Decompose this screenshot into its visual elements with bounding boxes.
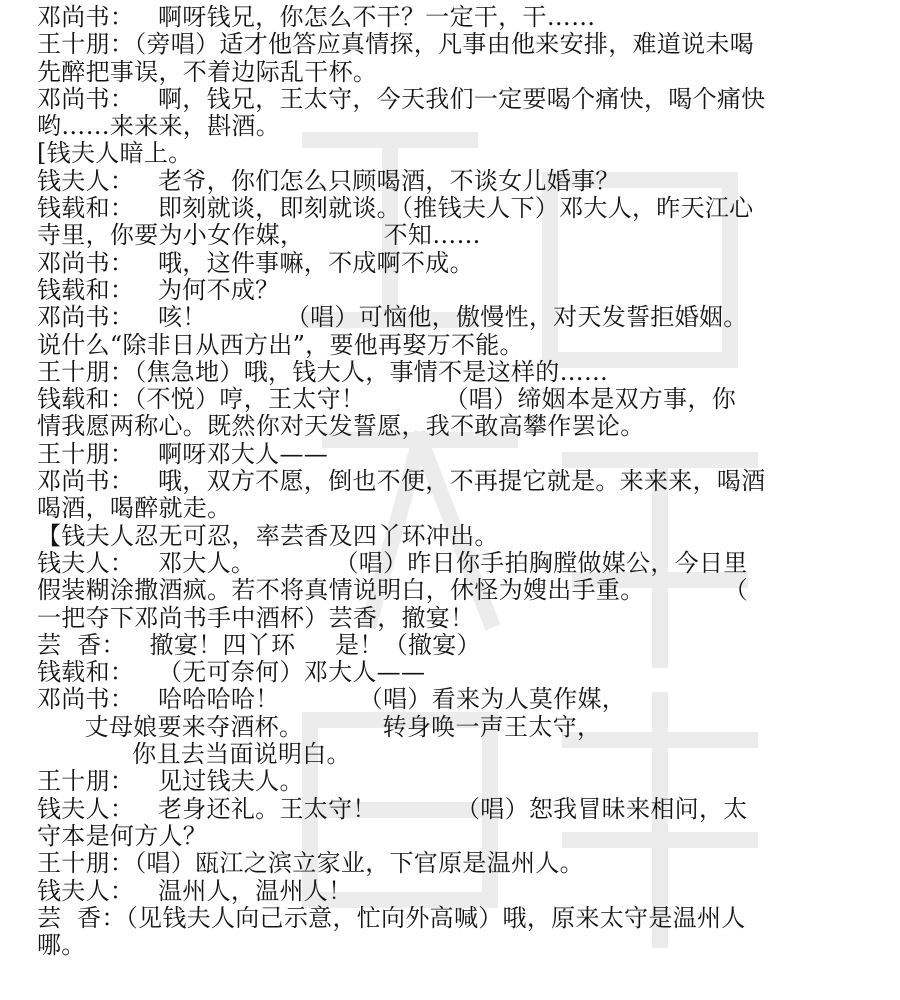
script-line: 钱夫人： 温州人，温州人！ [37, 876, 353, 905]
script-line: 说什么“除非日从西方出”，要他再娶万不能。 [37, 330, 524, 359]
script-line: 芸 香：（见钱夫人向己示意，忙向外高喊）哦，原来太守是温州人 [37, 903, 746, 932]
script-line: 喝酒，喝醉就走。 [37, 494, 232, 523]
script-line: 王十朋： 见过钱夫人。 [37, 767, 304, 796]
script-line: 王十朋：（焦急地）哦，钱大人，事情不是这样的…… [37, 357, 609, 386]
script-line: 邓尚书： 啊，钱兄，王太守，今天我们一定要喝个痛快，喝个痛快 [37, 84, 766, 113]
script-line: 钱夫人： 老爷，你们怎么只顾喝酒，不谈女儿婚事？ [37, 166, 620, 195]
script-line: 哟……来来来，斟酒。 [37, 112, 280, 141]
script-line: 假装糊涂撒酒疯。若不将真情说明白，休怪为嫂出手重。 （ [37, 576, 749, 605]
script-line: 邓尚书： 哦，双方不愿，倒也不便，不再提它就是。来来来，喝酒 [37, 467, 766, 496]
script-line: 哪。 [37, 931, 86, 960]
script-line: 邓尚书： 啊呀钱兄，你怎么不干？一定干，干…… [37, 3, 596, 31]
stage-direction: 【钱夫人忍无可忍，率芸香及四丫环冲出。 [37, 521, 499, 550]
script-line: 你且去当面说明白。 [37, 740, 351, 769]
script-line: 守本是何方人？ [37, 821, 208, 850]
script-line: 王十朋：（旁唱）适才他答应真情探，凡事由他来安排，难道说未喝 [37, 30, 754, 59]
script-line: 邓尚书： 哈哈哈哈！ （唱）看来为人莫作媒， [37, 685, 627, 714]
script-line: 钱载和： 即刻就谈，即刻就谈。（推钱夫人下）邓大人，昨天江心 [37, 194, 754, 223]
script-line: 邓尚书： 咳！ （唱）可恼他，傲慢性，对天发誓拒婚姻。 [37, 303, 748, 332]
script-line: 丈母娘要来夺酒杯。 转身唤一声王太守， [37, 712, 602, 741]
script-line: 钱夫人： 邓大人。 （唱）昨日你手拍胸膛做媒公，今日里 [37, 548, 748, 577]
script-line: 寺里，你要为小女作媒， 不知…… [37, 221, 481, 250]
script-line: 先醉把事误，不着边际乱干杯。 [37, 57, 378, 86]
script-line: 钱载和： （无可奈何）邓大人—— [37, 658, 426, 687]
script-line: 情我愿两称心。既然你对天发誓愿，我不敢高攀作罢论。 [37, 412, 645, 441]
stage-direction: [钱夫人暗上。 [37, 139, 193, 168]
script-line: 钱夫人： 老身还礼。王太守！ （唱）恕我冒昧来相问，太 [37, 794, 748, 823]
script-line: 钱载和：（不悦）哼，王太守！ （唱）缔姻本是双方事，你 [37, 385, 737, 414]
script-text [37, 4, 877, 959]
script-line: 邓尚书： 哦，这件事嘛，不成啊不成。 [37, 248, 474, 277]
script-line: 王十朋：（唱）瓯江之滨立家业，下官原是温州人。 [37, 849, 584, 878]
script-line: 芸 香： 撤宴！四丫环 是！（撤宴） [37, 630, 481, 659]
script-line: 钱载和： 为何不成？ [37, 275, 280, 304]
script-line: 一把夺下邓尚书手中酒杯）芸香，撤宴！ [37, 603, 475, 632]
script-line: 王十朋： 啊呀邓大人—— [37, 439, 329, 468]
